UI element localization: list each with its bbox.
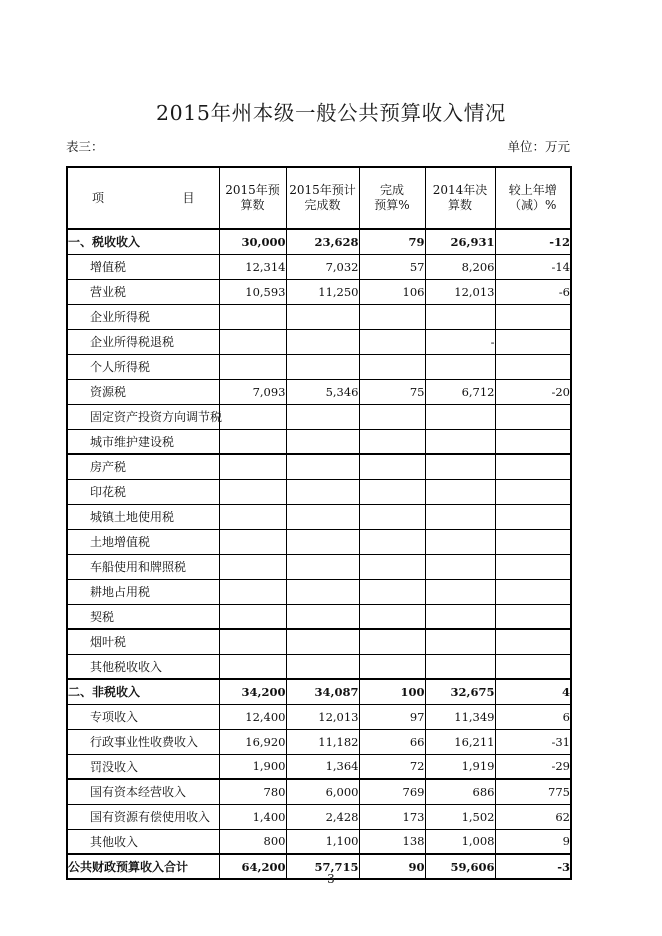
table-row	[67, 529, 571, 554]
row-value-cell	[359, 354, 425, 379]
row-value-cell	[286, 404, 359, 429]
row-value-cell	[286, 629, 359, 654]
table-row	[67, 779, 571, 804]
row-value-cell: 6	[495, 704, 571, 729]
row-value-cell	[219, 479, 286, 504]
row-value-cell: 57	[359, 254, 425, 279]
row-value-cell	[359, 629, 425, 654]
row-value-cell	[359, 504, 425, 529]
caption-row	[66, 137, 570, 155]
page-title: 2015年州本级一般公共预算收入情况	[156, 101, 506, 125]
row-label-cell	[67, 404, 223, 429]
row-value-cell	[359, 554, 425, 579]
row-value-cell: -12	[495, 229, 571, 254]
row-label-cell	[67, 554, 219, 579]
row-value-cell	[425, 454, 495, 479]
row-value-cell	[359, 654, 425, 679]
row-value-cell: 97	[359, 704, 425, 729]
row-value-cell	[219, 579, 286, 604]
row-value-cell	[495, 479, 571, 504]
row-value-cell: 90	[359, 854, 425, 879]
row-value-cell: 6,000	[286, 779, 359, 804]
row-value-cell: 34,200	[219, 679, 286, 704]
table-row	[67, 504, 571, 529]
row-label: 契税	[90, 609, 115, 624]
header-cell-col-1	[219, 167, 286, 229]
row-value-cell	[495, 304, 571, 329]
row-value-cell	[286, 429, 359, 454]
row-value-cell	[219, 554, 286, 579]
row-label: 企业所得税	[90, 310, 151, 324]
table-row	[67, 629, 571, 654]
row-label: 资源税	[90, 385, 127, 399]
header-line: 算数	[447, 198, 472, 212]
row-value-cell	[219, 504, 286, 529]
row-value-cell	[425, 479, 495, 504]
row-value-cell: 106	[359, 279, 425, 304]
row-label: 营业税	[90, 285, 127, 299]
budget-table-body	[67, 167, 571, 879]
row-value-cell: 775	[495, 779, 571, 804]
row-value-cell: 59,606	[425, 854, 495, 879]
table-header-row	[67, 167, 571, 229]
row-label: 土地增值税	[90, 535, 151, 549]
table-row	[67, 579, 571, 604]
row-value-cell: 100	[359, 679, 425, 704]
row-value-cell	[495, 354, 571, 379]
row-value-cell: 11,349	[425, 704, 495, 729]
row-value-cell	[219, 429, 286, 454]
header-cell-col-2	[286, 167, 359, 229]
header-cell-col-4	[425, 167, 495, 229]
row-label: 房产税	[90, 460, 127, 475]
row-label: 公共财政预算收入合计	[68, 860, 189, 874]
row-value-cell	[286, 354, 359, 379]
row-value-cell	[425, 579, 495, 604]
row-value-cell	[425, 404, 495, 429]
header-cell-item	[67, 167, 219, 229]
row-value-cell	[286, 529, 359, 554]
row-label-cell	[67, 229, 219, 254]
row-value-cell	[219, 529, 286, 554]
row-value-cell: -14	[495, 254, 571, 279]
page-number: 3	[327, 872, 335, 886]
unit-label: 单位：万元	[507, 139, 570, 154]
row-value-cell: 173	[359, 804, 425, 829]
row-label-cell	[67, 754, 219, 779]
table-row	[67, 254, 571, 279]
row-label: 其他收入	[90, 834, 139, 849]
row-label-cell	[67, 279, 219, 304]
header-line: 2015年预	[225, 183, 280, 197]
row-value-cell	[286, 479, 359, 504]
table-row	[67, 329, 571, 354]
row-value-cell: 12,013	[425, 279, 495, 304]
row-label: 个人所得税	[90, 360, 151, 374]
row-label: 增值税	[90, 260, 127, 274]
row-value-cell: -31	[495, 729, 571, 754]
row-value-cell: 32,675	[425, 679, 495, 704]
row-label-cell	[67, 504, 219, 529]
row-value-cell	[425, 654, 495, 679]
table-row	[67, 379, 571, 404]
row-value-cell: 34,087	[286, 679, 359, 704]
row-value-cell	[495, 604, 571, 629]
table-row	[67, 229, 571, 254]
row-value-cell	[495, 529, 571, 554]
row-value-cell: 2,428	[286, 804, 359, 829]
row-value-cell: 6,712	[425, 379, 495, 404]
row-value-cell: 26,931	[425, 229, 495, 254]
row-label-cell	[67, 379, 219, 404]
row-value-cell	[359, 479, 425, 504]
row-value-cell	[219, 354, 286, 379]
row-value-cell: 16,211	[425, 729, 495, 754]
row-value-cell	[495, 404, 571, 429]
row-label: 城市维护建设税	[90, 434, 175, 449]
row-value-cell	[495, 554, 571, 579]
row-value-cell: 1,900	[219, 754, 286, 779]
budget-table-container	[66, 166, 570, 880]
row-value-cell	[425, 304, 495, 329]
row-value-cell	[359, 454, 425, 479]
header-line: 完成数	[304, 198, 341, 212]
row-value-cell: 8,206	[425, 254, 495, 279]
table-row	[67, 729, 571, 754]
row-value-cell	[495, 454, 571, 479]
row-value-cell: 7,032	[286, 254, 359, 279]
row-label-cell	[67, 479, 219, 504]
table-row	[67, 554, 571, 579]
row-value-cell	[286, 554, 359, 579]
row-value-cell	[425, 554, 495, 579]
row-label: 二、非税收入	[68, 685, 141, 700]
row-label: 印花税	[90, 485, 127, 499]
row-label-cell	[67, 304, 219, 329]
row-label-cell	[67, 629, 219, 654]
row-value-cell: 57,715	[286, 854, 359, 879]
row-value-cell	[495, 579, 571, 604]
table-row	[67, 704, 571, 729]
row-label: 城镇土地使用税	[90, 510, 175, 524]
row-label-cell	[67, 604, 219, 629]
row-label-cell	[67, 779, 219, 804]
table-row	[67, 404, 571, 429]
header-line: 较上年增	[508, 183, 557, 197]
table-row	[67, 829, 571, 854]
row-value-cell: 75	[359, 379, 425, 404]
row-value-cell	[359, 304, 425, 329]
table-row	[67, 454, 571, 479]
row-label-cell	[67, 704, 219, 729]
table-row	[67, 479, 571, 504]
row-value-cell: -29	[495, 754, 571, 779]
row-value-cell: 16,920	[219, 729, 286, 754]
row-value-cell: 7,093	[219, 379, 286, 404]
row-value-cell	[359, 604, 425, 629]
row-value-cell	[286, 504, 359, 529]
row-value-cell	[425, 504, 495, 529]
row-value-cell: -6	[495, 279, 571, 304]
row-value-cell: 1,502	[425, 804, 495, 829]
header-item-right: 目	[182, 190, 195, 205]
row-value-cell: 11,250	[286, 279, 359, 304]
header-item-left: 项	[92, 190, 105, 205]
row-value-cell	[495, 504, 571, 529]
table-row	[67, 304, 571, 329]
row-label-cell	[67, 354, 219, 379]
row-label: 固定资产投资方向调节税	[90, 410, 223, 424]
row-label: 国有资本经营收入	[90, 785, 187, 800]
row-value-cell	[425, 629, 495, 654]
row-value-cell	[219, 329, 286, 354]
header-line: 算数	[240, 198, 265, 212]
header-line: 2014年决	[432, 183, 488, 197]
row-value-cell: 1,919	[425, 754, 495, 779]
row-value-cell	[425, 429, 495, 454]
row-value-cell: -20	[495, 379, 571, 404]
row-value-cell	[286, 579, 359, 604]
row-label: 国有资源有偿使用收入	[90, 810, 211, 824]
row-label-cell	[67, 654, 219, 679]
row-label-cell	[67, 329, 219, 354]
row-value-cell: 64,200	[219, 854, 286, 879]
row-value-cell	[286, 329, 359, 354]
row-label: 专项收入	[90, 710, 139, 724]
row-value-cell	[219, 654, 286, 679]
table-row	[67, 804, 571, 829]
row-value-cell: 79	[359, 229, 425, 254]
row-value-cell	[495, 629, 571, 654]
table-row	[67, 604, 571, 629]
row-value-cell: 12,314	[219, 254, 286, 279]
row-value-cell: -3	[495, 854, 571, 879]
row-label-cell	[67, 254, 219, 279]
row-value-cell	[359, 329, 425, 354]
row-label: 企业所得税退税	[90, 335, 175, 349]
row-value-cell	[495, 654, 571, 679]
row-value-cell	[219, 629, 286, 654]
row-label-cell	[67, 829, 219, 854]
row-value-cell	[495, 429, 571, 454]
row-value-cell	[425, 604, 495, 629]
row-value-cell	[425, 354, 495, 379]
row-value-cell: 72	[359, 754, 425, 779]
row-label-cell	[67, 804, 219, 829]
row-value-cell	[219, 304, 286, 329]
row-value-cell: 769	[359, 779, 425, 804]
table-row	[67, 429, 571, 454]
row-label: 车船使用和牌照税	[90, 560, 187, 574]
row-label: 罚没收入	[90, 759, 139, 774]
row-value-cell: 1,364	[286, 754, 359, 779]
row-value-cell: 11,182	[286, 729, 359, 754]
row-label: 耕地占用税	[90, 585, 151, 599]
row-value-cell	[286, 304, 359, 329]
row-label-cell	[67, 529, 219, 554]
row-value-cell: 9	[495, 829, 571, 854]
row-value-cell: 5,346	[286, 379, 359, 404]
row-value-cell: 4	[495, 679, 571, 704]
row-value-cell: 23,628	[286, 229, 359, 254]
row-value-cell: 780	[219, 779, 286, 804]
row-value-cell: 66	[359, 729, 425, 754]
row-label-cell	[67, 579, 219, 604]
row-value-cell: 1,100	[286, 829, 359, 854]
row-value-cell: 30,000	[219, 229, 286, 254]
header-cell-col-5	[495, 167, 571, 229]
row-value-cell	[219, 454, 286, 479]
row-value-cell: 12,400	[219, 704, 286, 729]
row-value-cell	[286, 654, 359, 679]
row-value-cell	[219, 404, 286, 429]
row-value-cell: 1,008	[425, 829, 495, 854]
row-value-cell: 1,400	[219, 804, 286, 829]
budget-table	[66, 166, 572, 880]
row-label: 一、税收收入	[68, 235, 141, 250]
row-value-cell: -	[425, 329, 495, 354]
header-line: 2015年预计	[289, 183, 356, 197]
row-label-cell	[67, 429, 219, 454]
row-value-cell	[359, 579, 425, 604]
row-value-cell: 10,593	[219, 279, 286, 304]
row-value-cell: 686	[425, 779, 495, 804]
row-label: 烟叶税	[90, 635, 127, 650]
header-line: 预算%	[374, 198, 410, 212]
row-value-cell: 138	[359, 829, 425, 854]
table-row	[67, 679, 571, 704]
row-value-cell	[359, 404, 425, 429]
row-value-cell	[359, 429, 425, 454]
row-label: 其他税收收入	[90, 659, 163, 674]
header-line: 完成	[379, 183, 404, 197]
row-value-cell: 62	[495, 804, 571, 829]
row-value-cell	[286, 604, 359, 629]
row-value-cell	[425, 529, 495, 554]
table-row	[67, 354, 571, 379]
row-label-cell	[67, 679, 219, 704]
header-line: （减）%	[509, 198, 557, 212]
row-value-cell	[286, 454, 359, 479]
row-label-cell	[67, 454, 219, 479]
row-label-cell	[67, 729, 219, 754]
row-value-cell	[495, 329, 571, 354]
table-row	[67, 654, 571, 679]
header-cell-col-3	[359, 167, 425, 229]
row-value-cell: 800	[219, 829, 286, 854]
row-label: 行政事业性收费收入	[90, 735, 199, 749]
table-label: 表三：	[66, 139, 104, 154]
table-row	[67, 754, 571, 779]
row-value-cell: 12,013	[286, 704, 359, 729]
row-value-cell	[359, 529, 425, 554]
table-row	[67, 279, 571, 304]
row-value-cell	[219, 604, 286, 629]
